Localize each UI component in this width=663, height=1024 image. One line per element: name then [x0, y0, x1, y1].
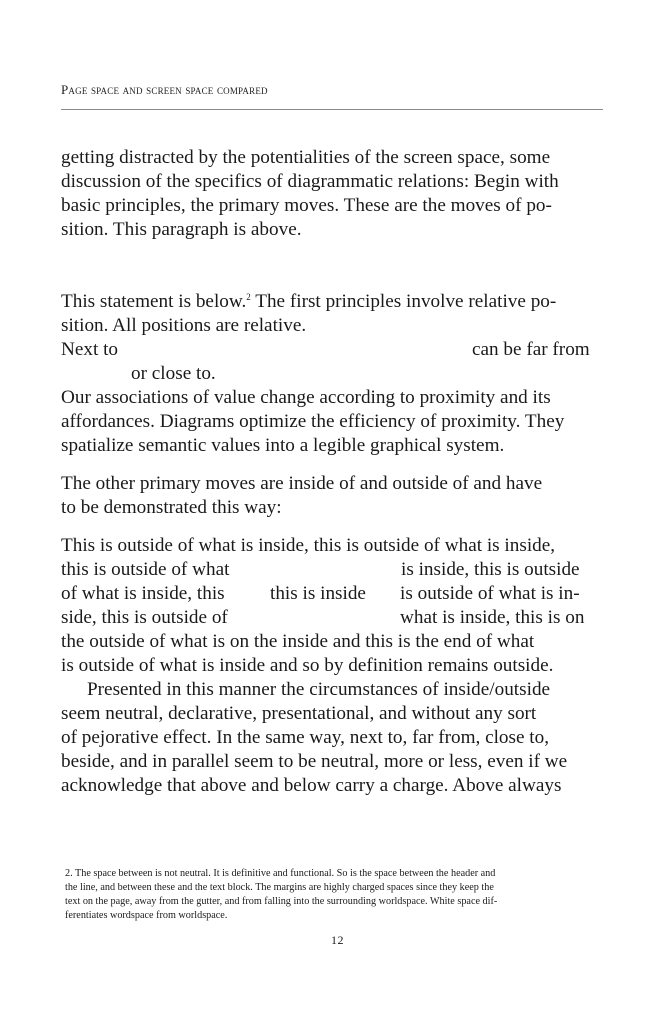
text-fragment: This statement is below. [61, 291, 247, 312]
text-fragment: The first principles involve relative po- [250, 291, 557, 312]
text-far-from: can be far from [472, 339, 590, 360]
text-line: sition. This paragraph is above. [61, 219, 302, 240]
text-line: Presented in this manner the circumstances of inside/outside [87, 679, 551, 700]
text-close-to: or close to. [131, 363, 216, 384]
text-line: basic principles, the primary moves. These are the moves of po- [61, 195, 552, 216]
footnote-number: 2. [65, 868, 73, 879]
text-line: affordances. Diagrams optimize the efficiency of proximity. They [61, 411, 565, 432]
text-fragment: of what is inside, this [61, 583, 225, 604]
text-line: beside, and in parallel seem to be neutral, more or less, even if we [61, 751, 568, 772]
footnote-text: The space between is not neutral. It is definitive and functional. So is the space between the header and [72, 868, 496, 879]
text-line: is outside of what is inside and so by definition remains outside. [61, 655, 554, 676]
footnote-line: the line, and between these and the text block. The margins are highly charged spaces since they keep the [65, 882, 494, 893]
footnote-line: text on the page, away from the gutter, and from falling into the surrounding worldspace. White space dif- [65, 896, 498, 907]
header-rule [61, 109, 603, 110]
text-next-to: Next to [61, 339, 119, 360]
footnote-reference: 2 [246, 292, 251, 302]
text-line [61, 290, 556, 314]
text-line: acknowledge that above and below carry a charge. Above always [61, 775, 562, 796]
text-fragment: is outside of what is in- [400, 583, 580, 604]
text-fragment: is inside, this is outside [401, 559, 580, 580]
text-inside: this is inside [270, 583, 366, 604]
text-line: to be demonstrated this way: [61, 497, 282, 518]
text-line: The other primary moves are inside of and outside of and have [61, 473, 543, 494]
text-fragment: side, this is outside of [61, 607, 228, 628]
text-line: of pejorative effect. In the same way, next to, far from, close to, [61, 727, 550, 748]
text-line: the outside of what is on the inside and this is the end of what [61, 631, 535, 652]
text-line: Our associations of value change according to proximity and its [61, 387, 551, 408]
text-line: seem neutral, declarative, presentational, and without any sort [61, 703, 537, 724]
text-fragment: what is inside, this is on [400, 607, 585, 628]
page-number: 12 [331, 933, 344, 947]
text-line: spatialize semantic values into a legible graphical system. [61, 435, 505, 456]
text-line: getting distracted by the potentialities of the screen space, some [61, 147, 551, 168]
footnote-line [65, 867, 495, 881]
text-fragment: this is outside of what [61, 559, 230, 580]
text-line: discussion of the specifics of diagrammatic relations: Begin with [61, 171, 559, 192]
footnote-line: ferentiates wordspace from worldspace. [65, 910, 228, 921]
text-line: This is outside of what is inside, this is outside of what is inside, [61, 535, 556, 556]
running-header: Page space and screen space compared [61, 82, 268, 97]
text-line: sition. All positions are relative. [61, 315, 307, 336]
